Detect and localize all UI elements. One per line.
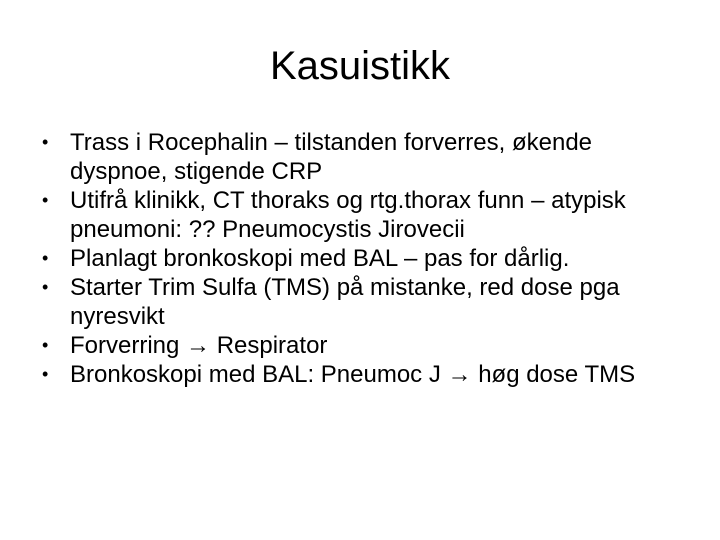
bullet-dot-icon: • bbox=[42, 335, 49, 355]
slide-title: Kasuistikk bbox=[269, 44, 451, 88]
bullet-item bbox=[36, 360, 696, 389]
bullet-dot-icon: • bbox=[42, 364, 49, 384]
bullet-text: Bronkoskopi med BAL: Pneumoc J → høg dose TMS bbox=[70, 361, 636, 388]
bullet-item bbox=[36, 331, 696, 360]
bullet-item bbox=[36, 186, 696, 244]
bullet-dot-icon: • bbox=[42, 277, 49, 297]
bullet-text: Starter Trim Sulfa (TMS) på mistanke, red dose pga nyresvikt bbox=[70, 274, 620, 330]
bullet-list bbox=[36, 128, 696, 389]
bullet-text: Planlagt bronkoskopi med BAL – pas for dårlig. bbox=[70, 245, 570, 272]
bullet-dot-icon: • bbox=[42, 248, 49, 268]
bullet-text: Forverring → Respirator bbox=[70, 332, 328, 359]
bullet-text: Utifrå klinikk, CT thoraks og rtg.thorax funn – atypisk pneumoni: ?? Pneumocystis Jirovecii bbox=[70, 187, 626, 243]
bullet-item bbox=[36, 244, 696, 273]
bullet-dot-icon: • bbox=[42, 190, 49, 210]
bullet-dot-icon: • bbox=[42, 132, 49, 152]
bullet-item bbox=[36, 128, 696, 186]
bullet-item bbox=[36, 273, 696, 331]
bullet-text: Trass i Rocephalin – tilstanden forverres, økende dyspnoe, stigende CRP bbox=[70, 129, 593, 185]
